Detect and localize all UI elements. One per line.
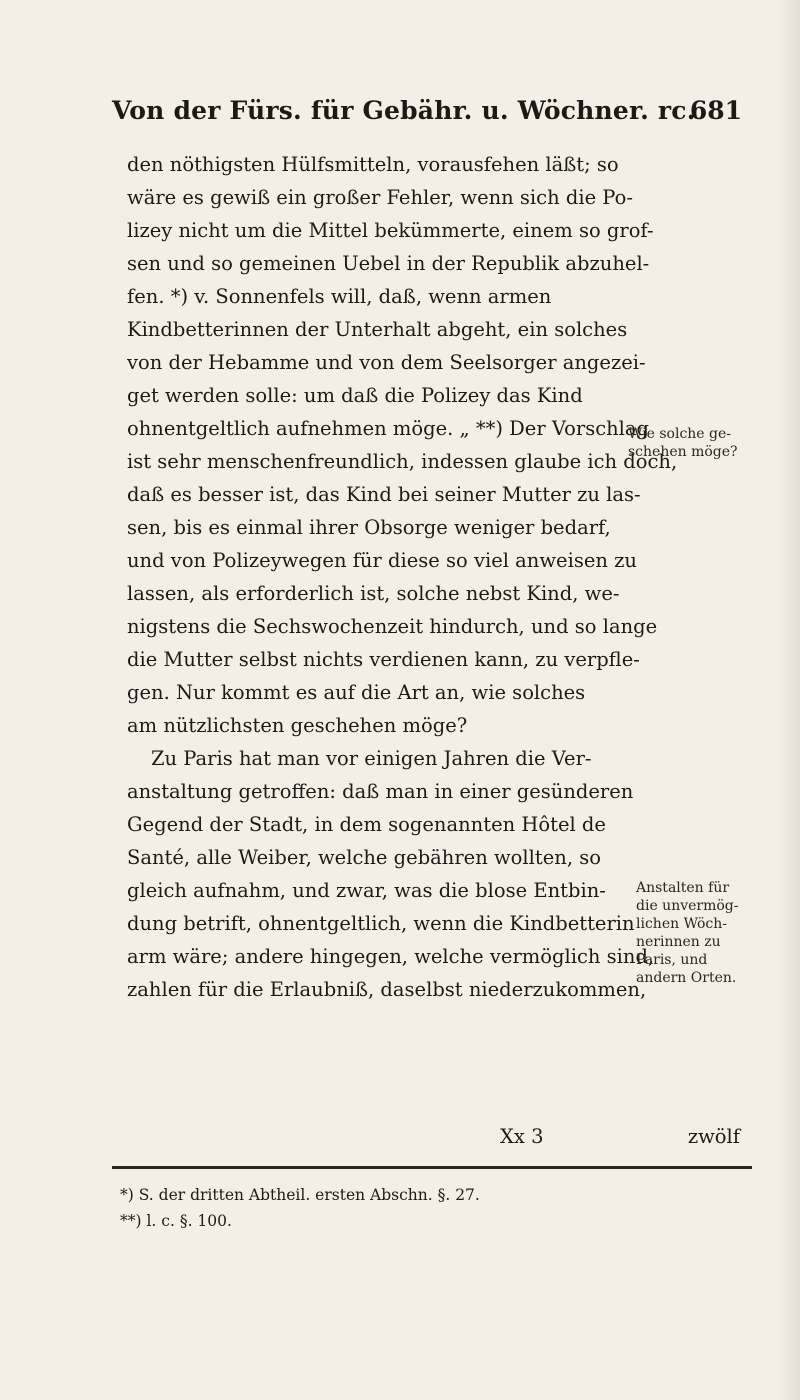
margin-note: schehen möge? bbox=[628, 444, 738, 460]
text-line: Gegend der Stadt, in dem sogenannten Hôtel de bbox=[127, 813, 606, 836]
page-number: 681 bbox=[689, 96, 742, 125]
footnotes bbox=[120, 1182, 740, 1234]
margin-note: nerinnen zu bbox=[636, 934, 721, 950]
text-line: Zu Paris hat man vor einigen Jahren die Ver- bbox=[151, 747, 592, 770]
text-line: sen und so gemeinen Uebel in der Republik abzuhel- bbox=[127, 252, 650, 275]
catchword-line bbox=[500, 1125, 740, 1159]
text-line: am nützlichsten geschehen möge? bbox=[127, 714, 468, 737]
text-line: ohnentgeltlich aufnehmen möge. „ **) Der Vorschlag bbox=[127, 417, 650, 440]
text-line: den nöthigsten Hülfsmitteln, vorausfehen läßt; so bbox=[127, 153, 619, 176]
text-line: get werden solle: um daß die Polizey das Kind bbox=[127, 384, 583, 407]
page-edge-shadow bbox=[778, 0, 800, 1400]
margin-note: andern Orten. bbox=[636, 970, 737, 986]
text-line: Santé, alle Weiber, welche gebähren wollten, so bbox=[127, 846, 601, 869]
margin-note: die unvermög- bbox=[636, 898, 739, 914]
text-line: nigstens die Sechswochenzeit hindurch, und so lange bbox=[127, 615, 658, 638]
text-line: lassen, als erforderlich ist, solche nebst Kind, we- bbox=[127, 582, 620, 605]
margin-note: Wie solche ge- bbox=[628, 426, 732, 442]
text-line: daß es besser ist, das Kind bei seiner Mutter zu las- bbox=[127, 483, 641, 506]
catchword: zwölf bbox=[687, 1125, 740, 1148]
signature-mark: Xx 3 bbox=[500, 1125, 544, 1148]
footnote: **) l. c. §. 100. bbox=[120, 1212, 232, 1230]
margin-note: Anstalten für bbox=[636, 880, 730, 896]
text-line: und von Polizeywegen für diese so viel anweisen zu bbox=[127, 549, 637, 572]
text-line: dung betrift, ohnentgeltlich, wenn die Kindbetterin bbox=[127, 912, 635, 935]
text-line: wäre es gewiß ein großer Fehler, wenn sich die Po- bbox=[127, 186, 633, 209]
text-line: von der Hebamme und von dem Seelsorger angezei- bbox=[127, 351, 646, 374]
text-line: lizey nicht um die Mittel bekümmerte, einem so grof- bbox=[127, 219, 654, 242]
text-line: zahlen für die Erlaubniß, daselbst niederzukommen, bbox=[127, 978, 647, 1001]
margin-note: lichen Wöch- bbox=[636, 916, 728, 932]
text-line: fen. *) v. Sonnenfels will, daß, wenn armen bbox=[127, 285, 552, 308]
margin-note: Paris, und bbox=[636, 952, 708, 968]
text-line: gen. Nur kommt es auf die Art an, wie solches bbox=[127, 681, 586, 704]
footnote: *) S. der dritten Abtheil. ersten Abschn. §. 27. bbox=[120, 1186, 480, 1204]
text-line: die Mutter selbst nichts verdienen kann, zu verpfle- bbox=[127, 648, 640, 671]
text-line: arm wäre; andere hingegen, welche vermöglich sind, bbox=[127, 945, 655, 968]
text-line: sen, bis es einmal ihrer Obsorge weniger bedarf, bbox=[127, 516, 611, 539]
text-line: gleich aufnahm, und zwar, was die blose Entbin- bbox=[127, 879, 606, 902]
text-line: Kindbetterinnen der Unterhalt abgeht, ein solches bbox=[127, 318, 628, 341]
footnote-divider bbox=[112, 1166, 752, 1169]
running-title: Von der Fürs. für Gebähr. u. Wöchner. rc. bbox=[112, 96, 696, 125]
main-text bbox=[127, 148, 742, 1006]
text-line: anstaltung getroffen: daß man in einer gesünderen bbox=[127, 780, 634, 803]
running-header bbox=[112, 96, 742, 142]
text-line: ist sehr menschenfreundlich, indessen glaube ich doch, bbox=[127, 450, 678, 473]
